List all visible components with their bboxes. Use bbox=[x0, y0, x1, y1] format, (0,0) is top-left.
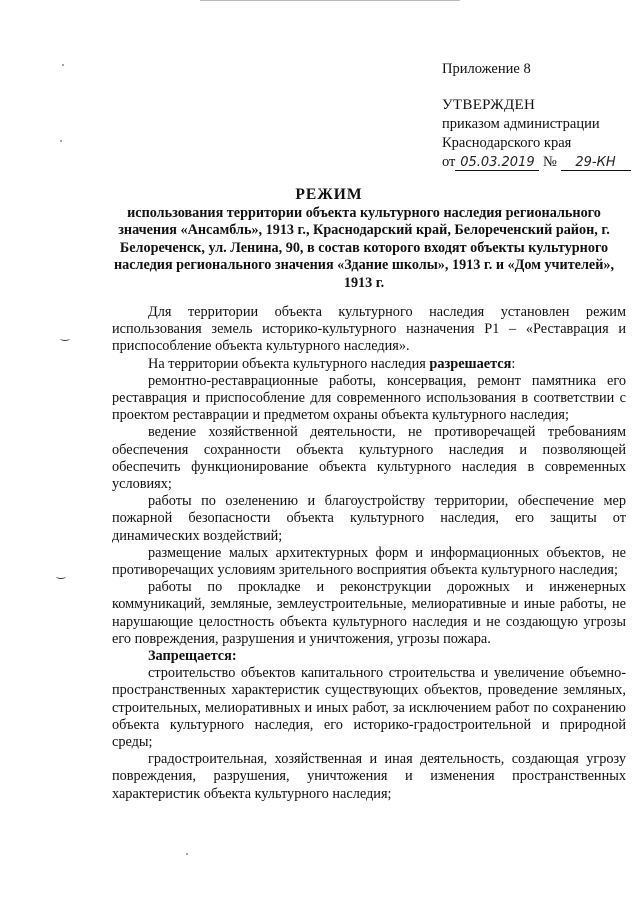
document-subtitle: использования территории объекта культурного наследия регионального значения «Ансамбль», 1913 г., Краснодарский край, Белореченский район, г. Белореченск, ул. Ленина, 90, в состав которого входят объекты культурного наследия регионального значения «Здание школы», 1913 г. и «Дом учителей», 1913 г. bbox=[113, 205, 615, 291]
forbidden-heading: Запрещается: bbox=[148, 648, 237, 665]
forbidden-item: строительство объектов капитального строительства и увеличение объемно-пространственных характеристик существующих объектов, проведение земляных, строительных, мелиоративных и иных работ, за исключением работ по сохранению объекта культурного наследия, его историко-градостроительной и природной среды; bbox=[112, 665, 626, 751]
scan-speck bbox=[60, 140, 62, 142]
scan-edge-line bbox=[200, 0, 460, 1]
scan-speck bbox=[186, 853, 188, 855]
forbidden-item: градостроительная, хозяйственная и иная деятельность, создающая угрозу повреждения, разрушения, уничтожения и изменения пространственных характеристик объекта культурного наследия; bbox=[112, 751, 626, 802]
approval-line-1: приказом администрации bbox=[442, 116, 600, 132]
allowed-item: ремонтно-реставрационные работы, консервация, ремонт памятника его реставрация и приспособление для современного использования в соответствии с проектом реставрации и предметом охраны объекта культурного наследия; bbox=[112, 372, 626, 424]
allowed-heading bbox=[112, 356, 626, 373]
approved-label: УТВЕРЖДЕН bbox=[442, 97, 536, 113]
date-prefix: от bbox=[442, 154, 456, 170]
intro-paragraph: Для территории объекта культурного наследия установлен режим использования земель историко-культурного назначения Р1 – «Реставрация и приспособление объекта культурного наследия». bbox=[112, 304, 626, 355]
document-title: РЕЖИМ bbox=[295, 186, 363, 203]
allowed-item: работы по озеленению и благоустройству территории, обеспечение мер пожарной безопасности объекта культурного наследия, его защиты от динамических воздействий; bbox=[112, 493, 626, 544]
approval-block bbox=[442, 60, 632, 172]
scan-speck bbox=[62, 64, 64, 66]
handwritten-date: 05.03.2019 bbox=[455, 155, 539, 171]
allowed-lead: На территории объекта культурного наследия bbox=[148, 355, 430, 372]
allowed-word: разрешается bbox=[429, 355, 512, 372]
approval-date-line bbox=[442, 153, 632, 172]
allowed-colon: : bbox=[511, 355, 516, 372]
allowed-item: ведение хозяйственной деятельности, не противоречащей требованиям обеспечения сохранности объекта культурного наследия и позволяющей обеспечить функционирование объекта культурного наследия в современных условиях; bbox=[112, 424, 626, 493]
hole-punch-mark bbox=[56, 574, 66, 579]
document-body bbox=[112, 304, 626, 803]
appendix-label: Приложение 8 bbox=[442, 61, 531, 77]
handwritten-number: 29-КН bbox=[561, 155, 631, 171]
allowed-item: размещение малых архитектурных форм и информационных объектов, не противоречащих условиям зрительного восприятия объекта культурного наследия; bbox=[112, 544, 626, 579]
allowed-item: работы по прокладке и реконструкции дорожных и инженерных коммуникаций, земляные, землеустроительные, мелиоративные и иные работы, не нарушающие целостность объекта культурного наследия и не создающую угрозы его повреждения, разрушения и уничтожения, угрозы пожара. bbox=[112, 579, 626, 647]
number-prefix: № bbox=[543, 154, 557, 170]
hole-punch-mark bbox=[60, 336, 70, 341]
approval-line-2: Краснодарского края bbox=[442, 135, 572, 151]
